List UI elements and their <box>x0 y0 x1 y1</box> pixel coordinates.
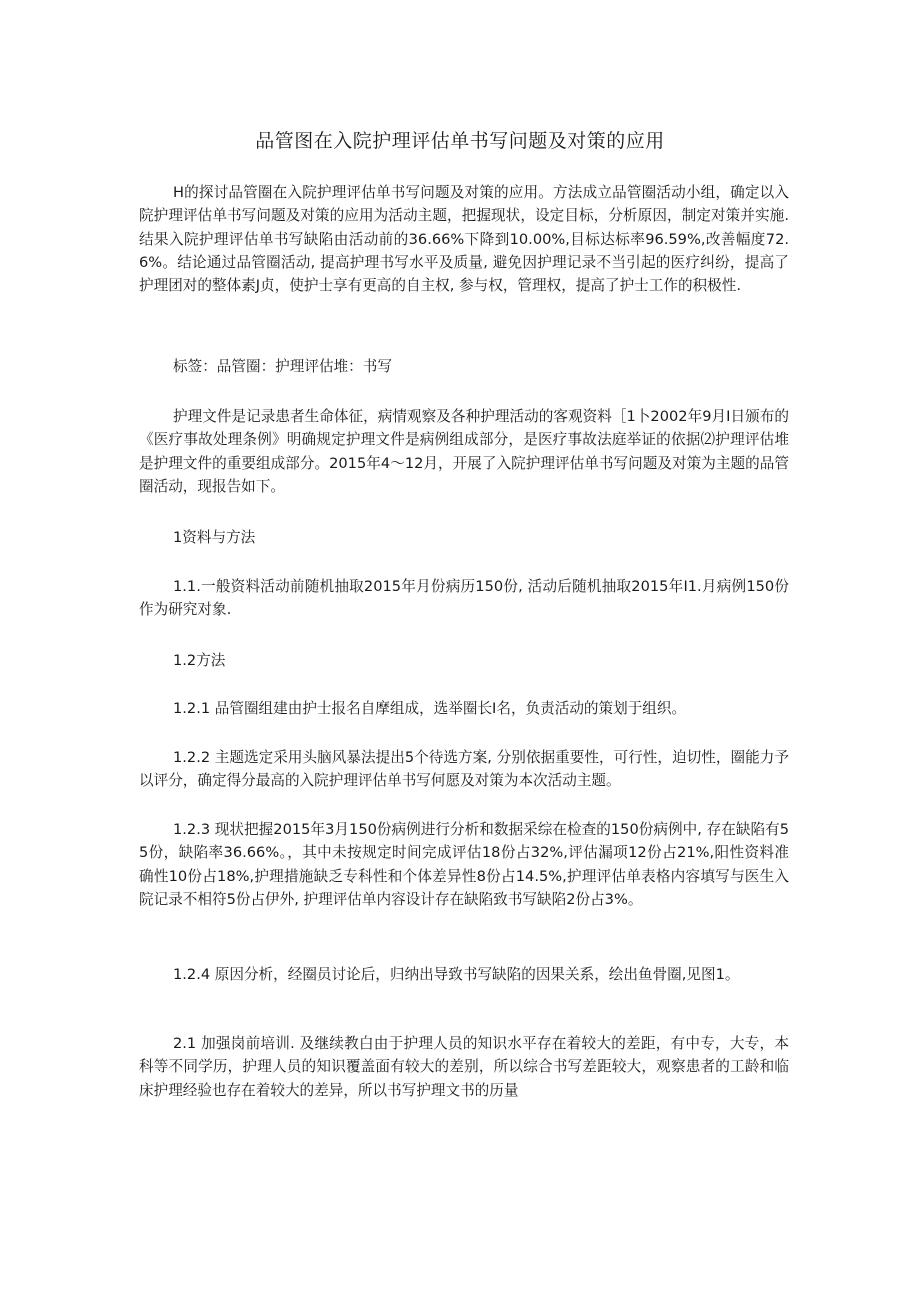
abstract-paragraph: H的探讨品管圈在入院护理评估单书写问题及对策的应用。方法成立品管圈活动小组，确定以入院护理评估单书写问题及对策的应用为活动主题，把握现状，设定目标，分析原因，制定对策并实施. 结果入院护理评估单书写缺陷由活动前的36.66%下降到10.00%,目标达标率96.59%,改善幅度72.6%。结论通过品管圈活动, 提高护理书写水平及质量, 避免因护理记录不当引起的医疗纠纷，提高了护理团对的整体素J贞，使护士享有更高的自主权, 参与权，管理权，提高了护士工作的积极性. <box>139 184 789 295</box>
section-heading-materials-methods: 1资料与方法 <box>173 529 256 546</box>
paragraph-1-2-3: 1.2.3 现状把握2015年3月150份病例进行分析和数据采综在检查的150份病例中, 存在缺陷有55份，缺陷率36.66%。，其中未按规定时间完成评估18份占32%,评估漏项12份占21%,阳性资料准确性10份占18%,护理措施缺乏专科性和个体差异性8份占14.5%,护理评估单表格内容填写与医生入院记录不相符5份占伊外, 护理评估单内容设计存在缺陷致书写缺陷2份占3%。 <box>139 821 789 908</box>
keywords-line: 标签：品管圈：护理评估堆：书写 <box>173 358 392 375</box>
paragraph-2-1: 2.1 加强岗前培训. 及继续教白由于护理人员的知识水平存在着较大的差距，有中专，大专，本科等不同学历，护理人员的知识覆盖面有较大的差别，所以综合书写差距较大，观察患者的工龄和临床护理经验也存在着较大的差异，所以书写护理文书的历量 <box>139 1035 789 1099</box>
paragraph-1-1-general-data: 1.1.一般资料活动前随机抽取2015年月份病历150份, 活动后随机抽取2015年I1.月病例150份作为研究对象. <box>139 578 789 619</box>
document-title: 品管图在入院护理评估单书写问题及对策的应用 <box>255 130 665 152</box>
paragraph-1-2-2: 1.2.2 主题选定采用头脑风暴法提出5个待选方案, 分别依据重要性，可行性，迫切性，圈能力予以评分，确定得分最高的入院护理评估单书写何愿及对策为本次活动主题。 <box>139 749 789 790</box>
intro-paragraph: 护理文件是记录患者生命体征，病情观察及各种护理活动的客观资料［1卜2002年9月I日颁布的《医疗事故处理条例》明确规定护理文件是病例组成部分，是医疗事故法庭举证的依据⑵护理评估堆是护理文件的重要组成部分。2015年4～12月，开展了入院护理评估单书写问题及对策为主题的品管圈活动，现报告如下。 <box>139 408 789 495</box>
paragraph-1-2-1: 1.2.1 品管圈组建由护士报名自摩组成，选举圈长I名，负责活动的策划于组织。 <box>173 700 687 717</box>
section-heading-methods: 1.2方法 <box>173 652 226 669</box>
paragraph-1-2-4: 1.2.4 原因分析，经圈员讨论后，归纳出导致书写缺陷的因果关系，绘出鱼骨圈,见图1。 <box>173 966 740 983</box>
